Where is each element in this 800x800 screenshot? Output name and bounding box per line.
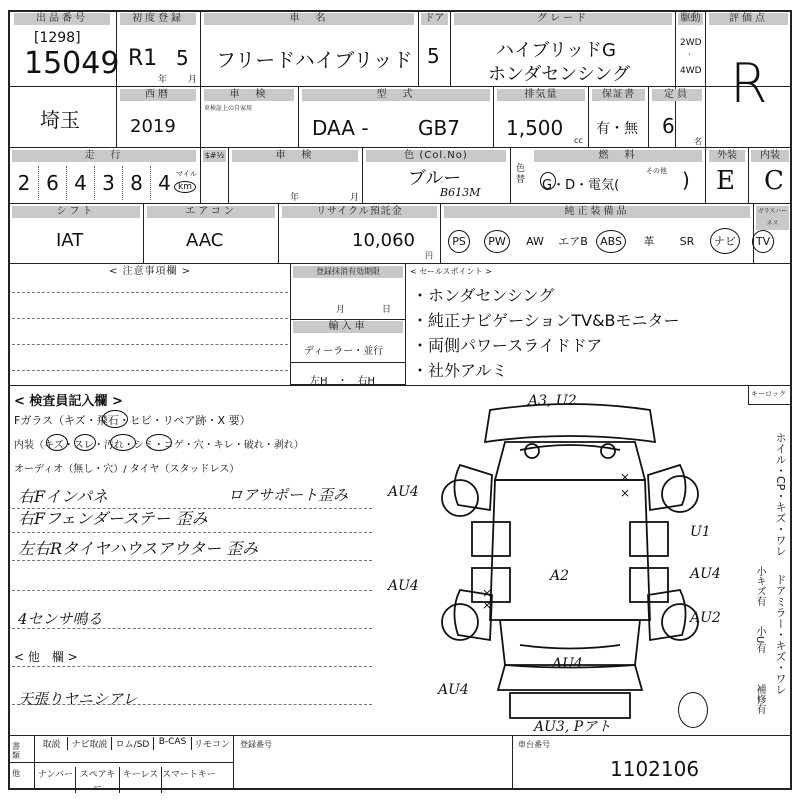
stamp-circle: [678, 692, 708, 728]
write-line: [12, 666, 372, 667]
mileage-digits: [10, 166, 180, 200]
sales-point: ・ホンダセンシング: [412, 286, 555, 305]
fuel-options: G・D・電気(: [542, 178, 620, 193]
damage-mark: AU4: [438, 682, 469, 698]
sales-point: ・社外アルミ: [412, 361, 508, 380]
shaken-month-unit: 月: [350, 193, 360, 203]
lot-number-label: 出品番号: [14, 13, 110, 25]
equipment-item: [592, 230, 630, 253]
damage-mark: AU4: [690, 566, 721, 582]
month-unit: 月: [188, 75, 198, 85]
other-section-title: < 他 欄 >: [14, 650, 78, 664]
recycle-amount: 10,060: [352, 230, 415, 251]
rule-v: [705, 10, 706, 147]
equipment-item: [744, 230, 782, 253]
rule-v: [748, 147, 749, 203]
write-line: [12, 590, 372, 591]
drive-2wd: 2WD: [680, 38, 702, 48]
seats-unit: 名: [694, 137, 702, 146]
deadline-month-unit: 月: [336, 305, 346, 315]
km-unit: km: [174, 181, 196, 193]
shaken-expiry-label: 車 検: [232, 150, 358, 162]
equipment-list: [440, 222, 792, 260]
footer-item: リモコン: [193, 740, 230, 750]
inspection-windshield: Fガラス（キズ・飛石・ヒビ・リペア跡・X 要）: [14, 414, 251, 427]
aircon: AAC: [186, 230, 224, 251]
equipment-text: SR: [679, 234, 695, 248]
rule-h3: [8, 203, 792, 204]
equipment-text: PW: [484, 230, 510, 253]
handle-value: 左H ・ 右H: [310, 376, 376, 387]
fuel-other: その他: [646, 167, 667, 175]
import-value: ディーラー・並行: [304, 346, 384, 357]
keylock-label: キーロック: [751, 390, 786, 398]
color: ブルー: [408, 168, 462, 189]
grade-label: グレード: [454, 13, 672, 25]
equipment-extra-label: ガラスハーネス: [756, 206, 789, 230]
inspection-audio-tire: オーディオ（無し・穴）/ タイヤ（スタッドレス）: [14, 464, 240, 475]
x-mark: ×: [620, 486, 631, 500]
lot-number: 15049: [24, 46, 120, 81]
mile-unit: マイル: [176, 170, 197, 178]
mileage-digit: 2: [17, 171, 31, 195]
first-registration-era: R1: [128, 46, 158, 71]
footer-item: スペアキー: [76, 767, 120, 793]
import-label: 輸入車: [293, 321, 403, 333]
note-line: [12, 370, 288, 371]
equipment-text: PS: [448, 230, 470, 253]
write-line: [12, 560, 372, 561]
color-code: B613M: [440, 186, 481, 199]
doors: 5: [427, 44, 440, 68]
equipment-item: [516, 235, 554, 248]
circle-mark: [146, 434, 172, 451]
footer-item: キーレス: [120, 767, 162, 793]
footer-item: ナビ取説: [68, 737, 112, 750]
car-name: フリードハイブリッド: [216, 48, 413, 72]
rule-v: [298, 86, 299, 147]
mileage-digit: 3: [94, 166, 122, 200]
equipment-text: ナビ: [710, 228, 740, 254]
mileage-digit: 4: [66, 166, 94, 200]
legend-note: 小U有: [754, 626, 765, 654]
footer-row1: [36, 737, 232, 750]
registration-number-label: 登録番号: [240, 740, 272, 749]
rule-import: [290, 362, 406, 363]
rule-footer: [8, 762, 234, 763]
rule-v: [493, 86, 494, 147]
chassis-number-label: 車台番号: [518, 740, 550, 749]
score: R: [730, 52, 768, 115]
footer-item: ロム/SD: [112, 737, 154, 750]
fuel-label: 燃 料: [534, 150, 702, 162]
aircon-label: エアコン: [147, 206, 275, 218]
warranty: 有・無: [596, 121, 638, 137]
note-line: [12, 292, 288, 293]
doors-label: ドア: [421, 13, 448, 25]
handwritten-note: 左右Rタイヤハウスアウター 歪み: [18, 539, 259, 558]
chassis-number: 1102106: [610, 757, 700, 781]
rule-v: [228, 147, 229, 203]
interior-grade: C: [764, 166, 784, 196]
exterior-label: 外装: [709, 150, 745, 162]
equipment-item: [706, 228, 744, 254]
equipment-item: [554, 233, 592, 249]
sales-label: < セールスポイント >: [410, 267, 492, 276]
drive-label: 駆動: [678, 13, 703, 25]
mileage-digit: 8: [122, 166, 150, 200]
rule-v: [200, 10, 201, 87]
shaken-note: 車検証上の自家用: [204, 105, 253, 112]
handwritten-note: 右Fインパネ: [18, 487, 108, 506]
rule-h2: [8, 147, 792, 148]
shaken-label: 車 検: [204, 89, 294, 101]
cc-unit: cc: [574, 136, 583, 145]
equipment-text: TV: [752, 230, 774, 253]
handwritten-note: 4センサ鳴る: [18, 610, 103, 628]
grade-line1: ハイブリッドG: [496, 40, 616, 61]
footer-checkmark-label: 書 類: [12, 742, 20, 760]
legend-note: 小キズ有: [754, 566, 765, 606]
seats: 6: [662, 114, 675, 138]
caution-label-text: 注意事項欄: [122, 266, 178, 277]
yen-unit: 円: [425, 251, 433, 260]
model-label: 型 式: [302, 89, 490, 101]
fuel-g-circle: [540, 172, 556, 190]
damage-mark: AU2: [690, 610, 721, 626]
model-year: 2019: [130, 116, 176, 137]
rule-h5: [8, 385, 792, 386]
rule-v: [278, 203, 279, 263]
footer-item: 取説: [36, 737, 68, 750]
rule-v: [648, 86, 649, 147]
inspection-interior: 内装（キズ・スレ・汚れ・シミ・コゲ・穴・キレ・破れ・剥れ）: [14, 440, 304, 451]
seal-label: $#½: [204, 151, 225, 160]
rule-v: [362, 147, 363, 203]
displacement-label: 排気量: [497, 89, 585, 101]
car-name-label: 車 名: [204, 13, 414, 25]
sales-point: ・両側パワースライドドア: [412, 336, 603, 355]
circle-mark: [110, 434, 136, 451]
sales-point: ・純正ナビゲーションTV&Bモニター: [412, 311, 680, 330]
rule-v: [588, 86, 589, 147]
rule-v: [510, 147, 511, 203]
model-prefix: DAA -: [312, 116, 369, 140]
rule-v: [705, 147, 706, 203]
drive-4wd: 4WD: [680, 66, 702, 76]
shift: IAT: [56, 230, 84, 251]
color-label: 色 (Col.No): [366, 150, 506, 162]
note-line: [12, 344, 288, 345]
handwritten-note: 天張りヤニシアレ: [18, 690, 138, 708]
legend-note: 補修有: [754, 684, 765, 714]
equipment-item: [668, 235, 706, 248]
lot-subnumber: [1298]: [34, 30, 81, 46]
damage-mark: A2: [550, 568, 570, 584]
equipment-item: [478, 230, 516, 253]
color-change-label: 色 替: [516, 164, 526, 185]
seats-label: 定員: [652, 89, 702, 101]
write-line: [12, 532, 372, 533]
handwritten-note: ロアサポート歪み: [228, 486, 349, 504]
equipment-text: 革: [643, 235, 655, 248]
year-unit: 年: [158, 75, 168, 85]
fuel-close: ): [682, 168, 690, 192]
score-label: 評価点: [709, 13, 788, 25]
drive-dot: ·: [688, 50, 691, 60]
mileage-label: 走 行: [12, 150, 196, 162]
equipment-text: ABS: [596, 230, 626, 253]
recycle-label: リサイクル預託金: [282, 206, 437, 218]
x-mark: ×: [482, 598, 493, 612]
circle-mark: [46, 434, 68, 451]
note-line: [12, 318, 288, 319]
footer-item: B-CAS: [154, 737, 192, 750]
deadline-day-unit: 日: [382, 305, 392, 315]
grade-line2: ホンダセンシング: [488, 64, 631, 85]
damage-mark: AU4: [388, 484, 419, 500]
first-registration-label: 初度登録: [120, 13, 196, 25]
rule-v: [200, 147, 201, 203]
mileage-digit: 4: [150, 166, 178, 200]
first-registration-month: 5: [176, 46, 189, 70]
shaken-year-unit: 年: [290, 193, 300, 203]
x-mark: ×: [482, 586, 493, 600]
damage-mark: AU4: [552, 656, 583, 672]
rule-v: [675, 10, 676, 147]
shift-label: シフト: [12, 206, 140, 218]
damage-mark: A3, U2: [528, 393, 577, 409]
equipment-item: [630, 233, 668, 249]
inspection-title: < 検査員記入欄 >: [14, 394, 123, 409]
damage-mark: AU4: [388, 578, 419, 594]
damage-mark: U1: [690, 524, 711, 540]
year-label: 西暦: [120, 89, 196, 101]
damage-mark: AU3, Pアト: [534, 719, 612, 735]
displacement: 1,500: [506, 116, 564, 140]
mileage-digit: 6: [38, 166, 66, 200]
footer-item: スマートキー: [162, 770, 216, 780]
sales-label-text: セールスポイント: [419, 267, 483, 276]
x-mark: ×: [620, 470, 631, 484]
caution-label: < 注意事項欄 >: [108, 266, 192, 277]
footer-row2: [36, 767, 216, 793]
exterior-grade: E: [716, 166, 735, 196]
circle-mark: [102, 410, 128, 428]
circle-mark: [74, 434, 96, 451]
equipment-item: [440, 230, 478, 253]
model-code: GB7: [418, 116, 460, 140]
interior-label: 内装: [751, 150, 789, 162]
rule-v: [200, 86, 201, 147]
rule-v: [34, 735, 35, 790]
footer-item: ナンバー: [36, 767, 76, 793]
warranty-label: 保証書: [592, 89, 645, 101]
handwritten-note: 右Fフェンダーステー 歪み: [18, 509, 208, 528]
rule-v: [143, 203, 144, 263]
region: 埼玉: [40, 108, 80, 132]
legend-mirror: ドアミラー・キズ・ワレ: [774, 574, 787, 695]
rule-v: [418, 10, 419, 87]
rule-v: [512, 735, 513, 790]
equipment-text: エアB: [558, 235, 588, 248]
footer-checkmark-label: 他: [12, 769, 20, 778]
equipment-label: 純正装備品: [444, 206, 750, 218]
deadline-label: 登録抹消有効期限: [293, 266, 403, 278]
rule-v: [450, 10, 451, 87]
legend-wheel: ホイル・CP・キズ・ワレ: [774, 432, 787, 557]
equipment-text: AW: [526, 234, 544, 248]
